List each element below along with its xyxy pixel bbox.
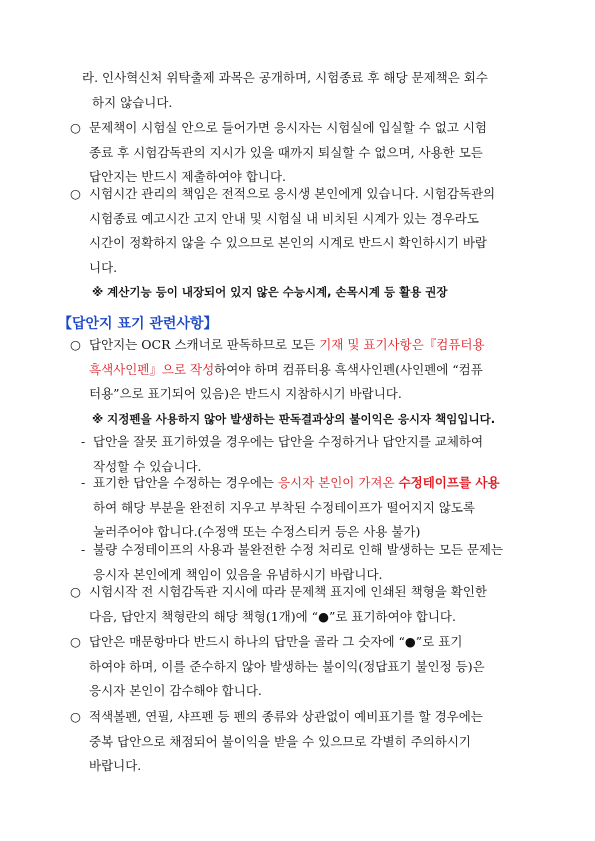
dash-bullet: - [81, 475, 86, 490]
omr-line-2-text: 하여야 하며 컴퓨터용 흑색사인펜(사인펜에 “컴퓨 [214, 361, 483, 377]
omr-line-1-text: 답안지는 OCR 스캐너로 판독하므로 모든 [89, 337, 320, 352]
item-time-line-1: 시험시간 관리의 책임은 전적으로 응시생 본인에게 있습니다. 시험감독관의 [89, 186, 496, 201]
dash-tape-line-3: 눌러주어야 합니다.(수정액 또는 수정스티커 등은 사용 불가) [93, 524, 421, 539]
item-booklet-type [70, 580, 487, 629]
omr-line-1-emphasis: 기재 및 표기사항은『컴퓨터용 [319, 337, 485, 352]
dash-correction-line-2: 작성할 수 있습니다. [93, 458, 202, 474]
item-omr-line-3: 터용”으로 표기되어 있음)은 반드시 지참하시기 바랍니다. [89, 386, 402, 401]
dash-defective-line-2: 응시자 본인에게 책임이 있음을 유념하시기 바랍니다. [93, 566, 383, 582]
item-preliminary-marking [70, 705, 483, 779]
item-booklet-line-1: 시험시작 전 시험감독관 지시에 따라 문제책 표지에 인쇄된 책형을 확인한 [89, 584, 488, 599]
item-single-answer-line-2: 하여야 하며, 이를 준수하지 않아 발생하는 불이익(정답표기 불인정 등)은 [89, 658, 485, 674]
circle-bullet: ○ [70, 709, 81, 724]
item-ra [82, 66, 488, 115]
circle-bullet: ○ [70, 584, 81, 599]
dash-correction-line-1: 답안을 잘못 표기하였을 경우에는 답안을 수정하거나 답안지를 교체하여 [93, 434, 484, 449]
item-omr-note: ※ 지정펜을 사용하지 않아 발생하는 판독결과상의 불이익은 응시자 책임입니다. [92, 411, 496, 426]
dash-bullet: - [81, 542, 86, 557]
item-preliminary-line-1: 적색볼펜, 연필, 샤프펜 등 펜의 종류와 상관없이 예비표기를 할 경우에는 [89, 709, 483, 724]
item-marker: 라. [82, 70, 99, 85]
item-time-note: ※ 계산기능 등이 내장되어 있지 않은 수능시계, 손목시계 등 활용 권장 [92, 285, 448, 299]
dash-tape-line-1-strong: 수정테이프를 사용 [398, 475, 500, 490]
item-time-line-4: 니다. [89, 259, 118, 275]
circle-bullet: ○ [70, 120, 81, 135]
item-single-answer-line-1: 답안은 매문항마다 반드시 하나의 답만을 골라 그 숫자에 “●”로 표기 [89, 634, 463, 649]
item-preliminary-line-3: 바랍니다. [89, 758, 142, 773]
dash-bullet: - [81, 434, 86, 449]
item-omr-pen [70, 333, 495, 431]
circle-bullet: ○ [70, 634, 81, 649]
item-single-answer-line-3: 응시자 본인이 감수해야 합니다. [89, 683, 262, 698]
circle-bullet: ○ [70, 337, 81, 352]
item-ra-line-1: 인사혁신처 위탁출제 과목은 공개하며, 시험종료 후 해당 문제책은 회수 [102, 70, 488, 85]
dash-tape-line-1-text: 표기한 답안을 수정하는 경우에는 [93, 475, 278, 490]
item-ra-line-2: 하지 않습니다. [92, 94, 173, 110]
item-exam-room-line-3: 답안지는 반드시 제출하여야 합니다. [89, 169, 287, 184]
item-preliminary-line-2: 중복 답안으로 채점되어 불이익을 받을 수 있으므로 각별히 주의하시기 [89, 733, 471, 749]
omr-line-2-emphasis: 흑색사인펜』으로 작성 [89, 361, 215, 377]
item-time-line-2: 시험종료 예고시간 고지 안내 및 시험실 내 비치된 시계가 있는 경우라도 [89, 210, 479, 226]
dash-tape-line-2: 하여 해당 부분을 완전히 지우고 부착된 수정테이프가 떨어지지 않도록 [93, 499, 475, 515]
item-time-management [70, 182, 495, 305]
section-heading: 【답안지 표기 관련사항】 [58, 316, 218, 332]
dash-tape-line-1-emphasis: 응시자 본인이 가져온 [277, 475, 399, 490]
item-booklet-line-2: 다음, 답안지 책형란의 해당 책형(1개)에 “●”로 표기하여야 합니다. [89, 608, 456, 624]
circle-bullet: ○ [70, 186, 81, 201]
item-exam-room-line-1: 문제책이 시험실 안으로 들어가면 응시자는 시험실에 입실할 수 없고 시험 [89, 120, 488, 135]
item-time-line-3: 시간이 정확하지 않을 수 있으므로 본인의 시계로 반드시 확인하시기 바랍 [89, 235, 488, 250]
item-omr-line-2 [70, 358, 495, 383]
item-single-answer [70, 630, 485, 704]
item-exam-room-line-2: 종료 후 시험감독관의 지시가 있을 때까지 퇴실할 수 없으며, 사용한 모든 [89, 144, 483, 160]
item-omr-line-1 [70, 333, 495, 358]
dash-item-tape [81, 471, 500, 545]
item-exam-room [70, 116, 487, 190]
dash-tape-line-1 [81, 471, 500, 496]
dash-defective-line-1: 불량 수정테이프의 사용과 불완전한 수정 처리로 인해 발생하는 모든 문제는 [93, 542, 504, 557]
